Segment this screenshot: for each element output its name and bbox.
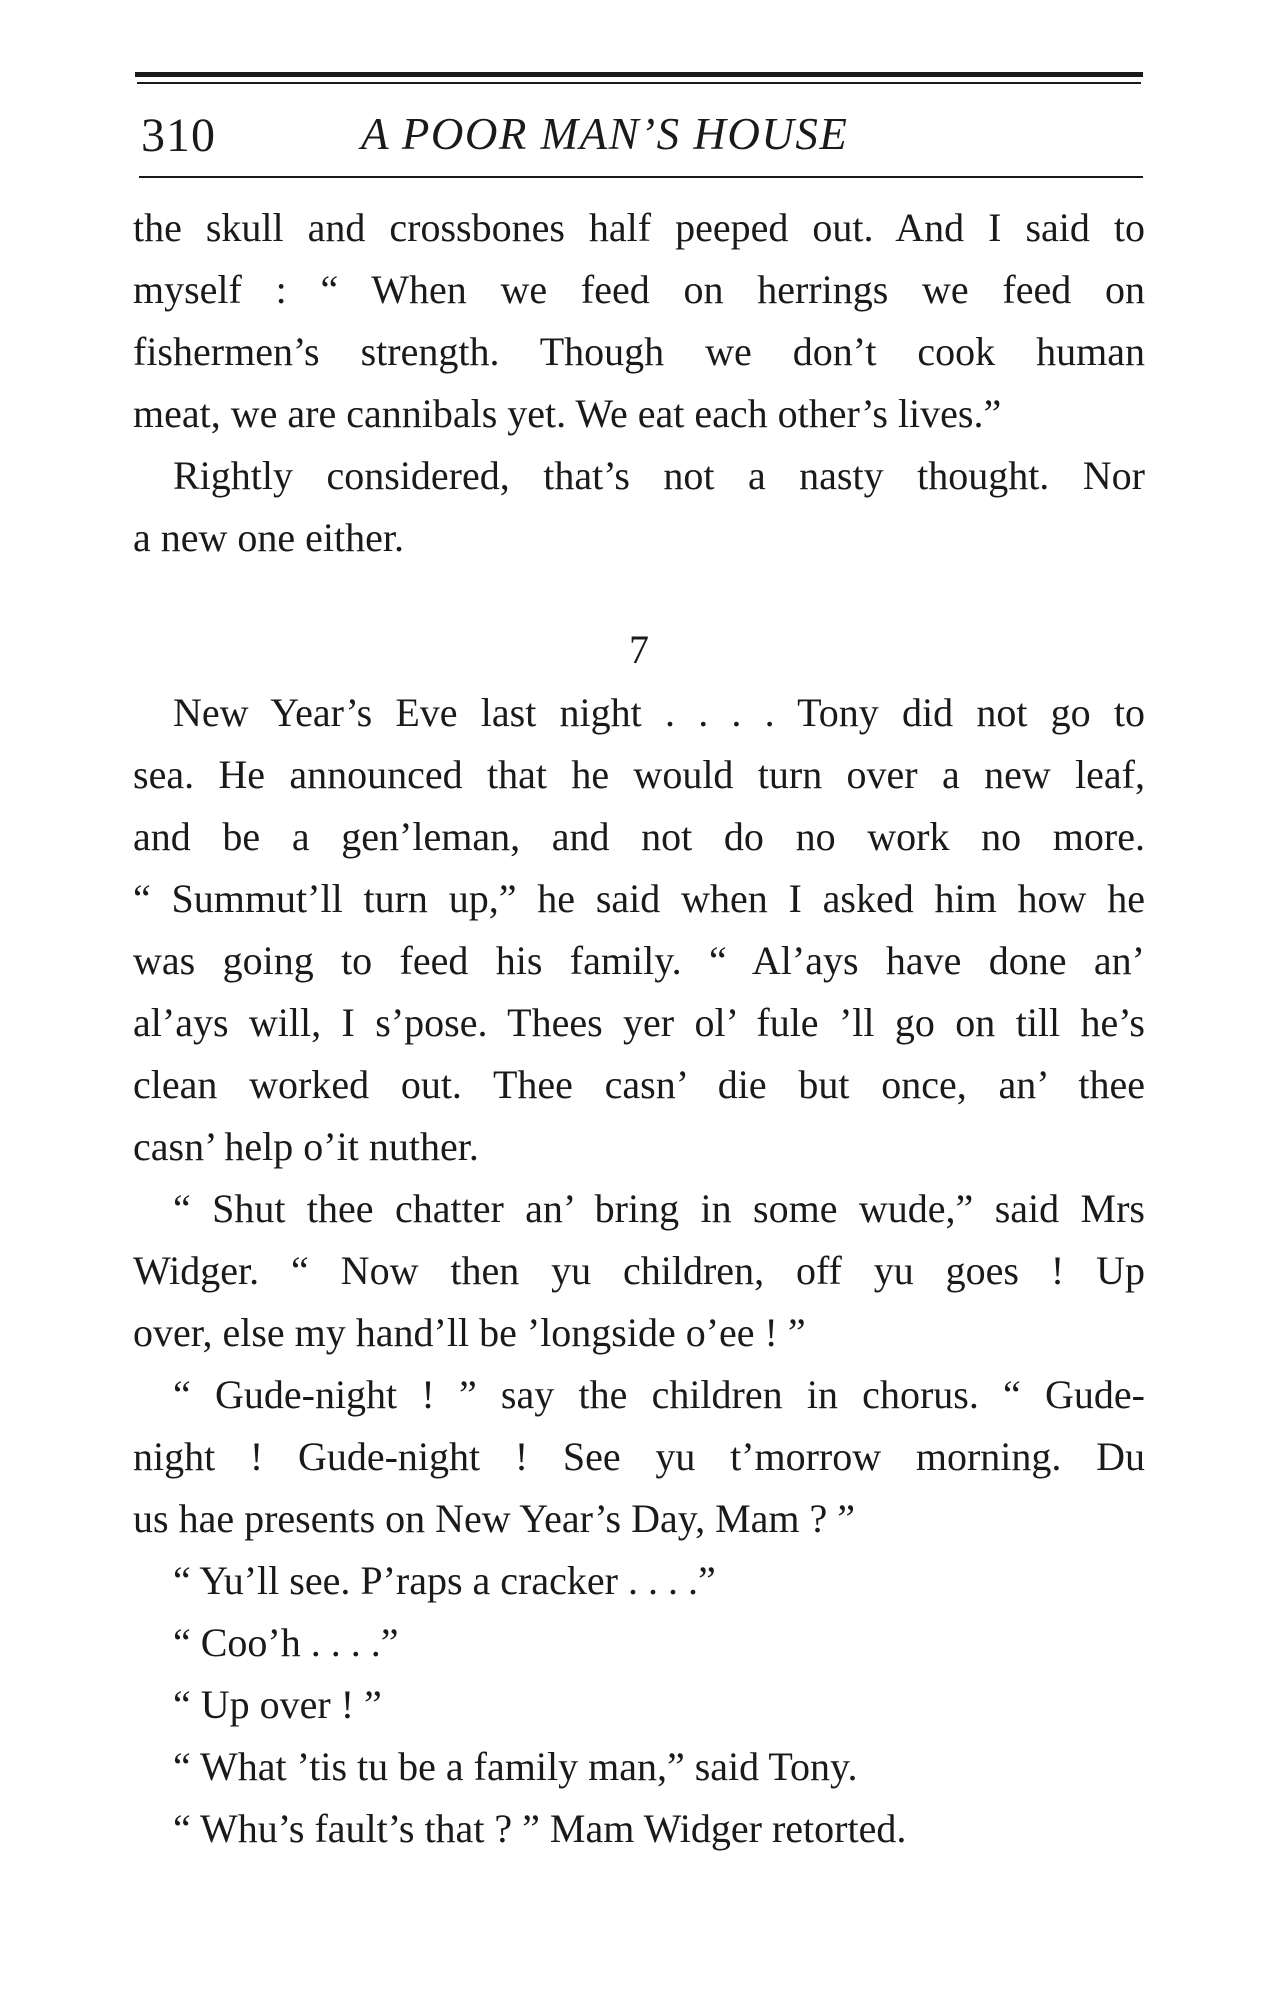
text-line: al’ays will, I s’pose. Thees yer ol’ fule ’ll go on till he’s bbox=[133, 1000, 1145, 1045]
running-header bbox=[133, 102, 1145, 172]
text-line: “ Summut’ll turn up,” he said when I asked him how he bbox=[133, 876, 1145, 921]
paragraph bbox=[133, 1674, 1145, 1736]
text-line: over, else my hand’ll be ’longside o’ee ! ” bbox=[133, 1310, 806, 1355]
text-line: “ Gude-night ! ” say the children in chorus. “ Gude- bbox=[173, 1372, 1145, 1417]
text-line: was going to feed his family. “ Al’ays have done an’ bbox=[133, 938, 1145, 983]
text-line: fishermen’s strength. Though we don’t cook human bbox=[133, 329, 1145, 374]
text-before-section bbox=[133, 197, 1145, 569]
text-line: Rightly considered, that’s not a nasty thought. Nor bbox=[173, 453, 1145, 498]
paragraph bbox=[133, 1364, 1145, 1550]
text-line: and be a gen’leman, and not do no work no more. bbox=[133, 814, 1145, 859]
text-line: a new one either. bbox=[133, 515, 404, 560]
text-line: “ Up over ! ” bbox=[173, 1682, 382, 1727]
paragraph bbox=[133, 445, 1145, 569]
text-line: “ Yu’ll see. P’raps a cracker . . . .” bbox=[173, 1558, 716, 1603]
paragraph bbox=[133, 1798, 1145, 1860]
page-number: 310 bbox=[141, 109, 216, 162]
text-line: casn’ help o’it nuther. bbox=[133, 1124, 479, 1169]
text-line: clean worked out. Thee casn’ die but once, an’ thee bbox=[133, 1062, 1145, 1107]
paragraph bbox=[133, 1550, 1145, 1612]
text-line: meat, we are cannibals yet. We eat each other’s lives.” bbox=[133, 391, 1002, 436]
text-line: “ Coo’h . . . .” bbox=[173, 1620, 399, 1665]
text-line: sea. He announced that he would turn over a new leaf, bbox=[133, 752, 1145, 797]
header-rule bbox=[139, 176, 1143, 178]
book-title: A POOR MAN’S HOUSE bbox=[361, 109, 849, 159]
text-after-section bbox=[133, 682, 1145, 1860]
text-line: New Year’s Eve last night . . . . Tony did not go to bbox=[173, 690, 1145, 735]
text-line: “ Whu’s fault’s that ? ” Mam Widger retorted. bbox=[173, 1806, 907, 1851]
text-line: Widger. “ Now then yu children, off yu goes ! Up bbox=[133, 1248, 1145, 1293]
text-line: “ What ’tis tu be a family man,” said Tony. bbox=[173, 1744, 858, 1789]
paragraph bbox=[133, 197, 1145, 445]
paragraph bbox=[133, 1736, 1145, 1798]
body-text bbox=[133, 197, 1145, 1860]
paragraph bbox=[133, 682, 1145, 1178]
section-number: 7 bbox=[629, 627, 649, 672]
top-border-rule-thin bbox=[137, 82, 1141, 84]
text-line: the skull and crossbones half peeped out. And I said to bbox=[133, 205, 1145, 250]
paragraph bbox=[133, 1178, 1145, 1364]
text-line: “ Shut thee chatter an’ bring in some wude,” said Mrs bbox=[173, 1186, 1145, 1231]
text-line: myself : “ When we feed on herrings we feed on bbox=[133, 267, 1145, 312]
book-page bbox=[133, 62, 1145, 1962]
paragraph bbox=[133, 1612, 1145, 1674]
text-line: night ! Gude-night ! See yu t’morrow morning. Du bbox=[133, 1434, 1145, 1479]
text-line: us hae presents on New Year’s Day, Mam ? ” bbox=[133, 1496, 856, 1541]
top-border-rule bbox=[135, 72, 1143, 77]
